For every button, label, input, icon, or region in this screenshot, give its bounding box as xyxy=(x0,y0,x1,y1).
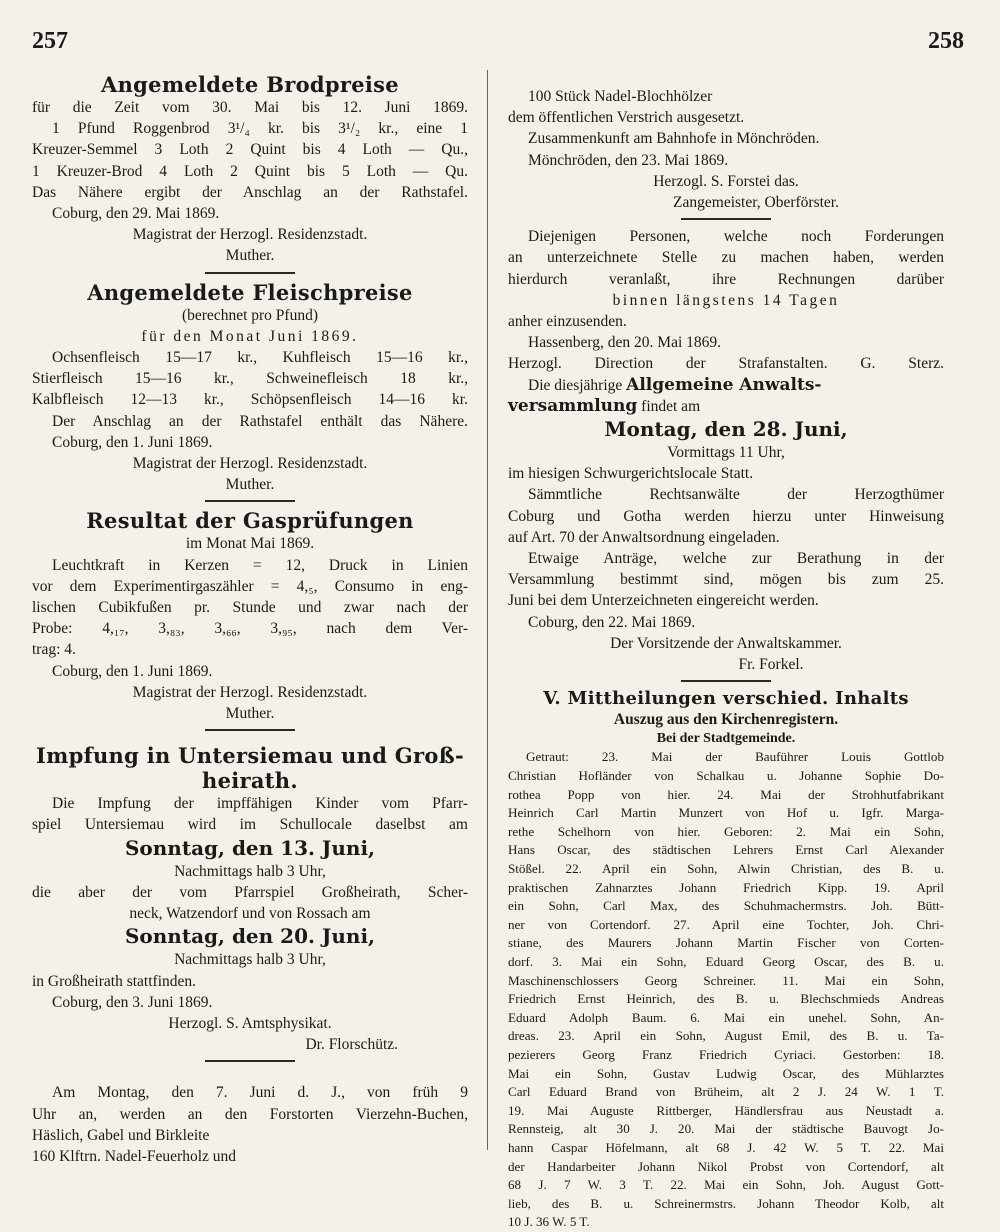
notice-holzverkauf xyxy=(32,1082,468,1167)
text-line: lischen Cubikfußen pr. Stunde und zwar nach der xyxy=(32,599,468,617)
register-line: pezierers Georg Franz Friedrich Cyriaci. Gestorben: 18. xyxy=(508,1046,944,1062)
register-line: Friedrich Ernst Heinrich, des B. u. Blechschmieds Andreas xyxy=(508,991,944,1007)
notice-title: Impfung in Untersiemau und Groß- xyxy=(36,743,464,769)
text-line: die aber der vom Pfarrspiel Großheirath, Scher- xyxy=(32,883,468,901)
separator-rule xyxy=(205,729,295,731)
notice-holzverkauf-cont xyxy=(508,86,944,213)
signature-name: Fr. Forkel. xyxy=(738,656,804,674)
signature-name: Dr. Florschütz. xyxy=(305,1036,398,1054)
register-line: Mai ein Sohn, Gustav Ludwig Oscar, des Mühlarztes xyxy=(508,1065,944,1081)
notice-title: Resultat der Gasprüfungen xyxy=(86,508,414,534)
notice-title-cont: heirath. xyxy=(202,768,298,794)
register-line: ner von Cortendorf. 27. April eine Tochter, Joh. Chri- xyxy=(508,916,944,932)
page-number-right: 258 xyxy=(928,28,964,54)
text-line: auf Art. 70 der Anwaltsordnung eingeladen. xyxy=(508,528,780,546)
signature-name: Muther. xyxy=(225,705,275,723)
notice-impfung xyxy=(32,743,468,1055)
text-line: an unterzeichnete Stelle zu machen haben, werden xyxy=(508,249,944,267)
register-line: hann Caspar Höfelmann, alt 68 J. 42 W. 5 T. 22. Mai xyxy=(508,1139,944,1155)
separator-rule xyxy=(205,1060,295,1062)
text-line: für den Monat Juni 1869. xyxy=(141,327,359,345)
text-line: Sämmtliche Rechtsanwälte der Herzogthümer xyxy=(528,486,944,504)
register-line: 68 J. 7 W. 3 T. 22. Mai ein Sohn, Joh. August Gott- xyxy=(508,1177,944,1193)
text-line: 1 Kreuzer-Brod 4 Loth 2 Quint bis 5 Loth — Qu. xyxy=(32,162,468,180)
signature-line: Der Vorsitzende der Anwaltskammer. xyxy=(610,634,842,652)
text-fragment: findet am xyxy=(637,397,701,415)
register-line: Carl Eduard Brand von Brüheim, alt 2 J. 24 W. 1 T. xyxy=(508,1084,944,1100)
text-line xyxy=(508,375,944,396)
register-line: ein Sohn, Carl Max, des Schuhmachermstrs. Joh. Bütt- xyxy=(508,898,944,914)
text-line: in Großheirath stattfinden. xyxy=(32,972,196,990)
register-line: Heinrich Carl Martin Munzert von Hof u. Igfr. Marga- xyxy=(508,805,944,821)
text-line: Kreuzer-Semmel 3 Loth 2 Quint bis 4 Loth — Qu., xyxy=(32,141,468,159)
event-date: Sonntag, den 13. Juni, xyxy=(124,835,376,860)
separator-rule xyxy=(205,500,295,502)
signature-name: Muther. xyxy=(225,247,275,265)
text-line: Leuchtkraft in Kerzen = 12, Druck in Linien xyxy=(52,556,468,574)
date-line: Hassenberg, den 20. Mai 1869. xyxy=(528,334,722,352)
signature-name: Muther. xyxy=(225,476,275,494)
notice-brotpreise xyxy=(32,72,468,267)
text-line: 160 Klftrn. Nadel-Feuerholz und xyxy=(32,1147,237,1165)
text-line: binnen längstens 14 Tagen xyxy=(612,291,840,309)
separator-rule xyxy=(205,272,295,274)
signature-line: Magistrat der Herzogl. Residenzstadt. xyxy=(132,455,368,473)
notice-strafanstalten xyxy=(508,226,944,374)
register-line: Getraut: 23. Mai der Bauführer Louis Gottlob xyxy=(526,749,944,765)
notice-fleischpreise xyxy=(32,280,468,496)
notice-anwaltsversammlung xyxy=(508,375,944,676)
text-line: 100 Stück Nadel-Blochhölzer xyxy=(528,88,713,105)
separator-rule xyxy=(681,218,771,220)
emphasis-text: versammlung xyxy=(508,395,638,416)
text-line: Kalbfleisch 12—13 kr., Schöpsenfleisch 14—16 kr. xyxy=(32,391,468,409)
text-line: Etwaige Anträge, welche zur Berathung in der xyxy=(528,550,944,568)
text-line: Häslich, Gabel und Birkleite xyxy=(32,1126,210,1144)
section-mittheilungen xyxy=(508,688,944,1232)
register-line: stiane, des Maurers Johann Martin Fischer von Corten- xyxy=(508,935,944,951)
text-line: spiel Untersiemau wird im Schullocale daselbst am xyxy=(32,816,468,834)
notice-title: Angemeldete Fleischpreise xyxy=(87,279,413,305)
text-line: Nachmittags halb 3 Uhr, xyxy=(174,862,326,880)
section-title: V. Mittheilungen verschied. Inhalts xyxy=(543,688,909,710)
register-line: lieb, des B. u. Schreinermstrs. Johann Theodor Kolb, alt xyxy=(508,1195,944,1211)
register-line: Rennsteig, alt 30 J. 20. Mai der städtische Bauvogt Jo- xyxy=(508,1121,944,1137)
signature-line: Magistrat der Herzogl. Residenzstadt. xyxy=(132,226,368,244)
register-line: Maschinenschlossers Georg Schreiner. 11. Mai ein Sohn, xyxy=(508,972,944,988)
text-line: im Monat Mai 1869. xyxy=(185,535,315,553)
text-line: Vormittags 11 Uhr, xyxy=(667,444,785,462)
register-line: 10 J. 36 W. 5 T. xyxy=(508,1214,590,1230)
register-line: dreas. 23. April ein Sohn, August Emil, des B. u. Ta- xyxy=(508,1028,944,1044)
church-register xyxy=(508,748,944,1231)
text-line: 1 Pfund Roggenbrod 3¹/₄ kr. bis 3¹/₂ kr., eine 1 xyxy=(52,120,468,138)
text-line: für die Zeit vom 30. Mai bis 12. Juni 1869. xyxy=(32,99,468,116)
text-line: im hiesigen Schwurgerichtslocale Statt. xyxy=(508,465,754,483)
register-line: Stößel. 22. April ein Sohn, Alwin Christian, des B. u. xyxy=(508,861,944,877)
register-line: Hans Oscar, des städtischen Lehrers Ernst Carl Alexander xyxy=(508,842,944,858)
register-line: praktischen Zahnarztes Johann Friedrich Kipp. 19. April xyxy=(508,879,944,895)
date-line: Coburg, den 22. Mai 1869. xyxy=(528,613,696,631)
left-column xyxy=(32,72,468,1167)
text-fragment: Die diesjährige xyxy=(528,376,627,394)
text-line: Probe: 4,₁₇, 3,₈₃, 3,₆₆, 3,₉₅, nach dem Ver- xyxy=(32,620,468,638)
text-line: Der Anschlag an der Rathstafel enthält das Nähere. xyxy=(52,412,468,430)
page-number-left: 257 xyxy=(32,28,68,54)
notice-subtitle: (berechnet pro Pfund) xyxy=(181,306,318,324)
text-line: Stierfleisch 15—16 kr., Schweinefleisch 18 kr., xyxy=(32,370,468,388)
text-line: vor dem Experimentirgaszähler = 4,₅, Consumo in eng- xyxy=(32,577,468,595)
text-line: anher einzusenden. xyxy=(508,313,627,331)
text-line: trag: 4. xyxy=(32,641,76,659)
signature-name: Zangemeister, Oberförster. xyxy=(673,194,839,212)
register-line: rothea Popp von hier. 24. Mai der Strohhutfabrikant xyxy=(508,786,944,802)
notice-gaspruefung xyxy=(32,508,468,724)
register-line: 19. Mai Auguste Rittberger, Händlersfrau aus Neustadt a. xyxy=(508,1102,944,1118)
date-line: Coburg, den 1. Juni 1869. xyxy=(52,662,213,680)
text-line: Nachmittags halb 3 Uhr, xyxy=(174,951,326,969)
date-line: Coburg, den 29. Mai 1869. xyxy=(52,205,220,223)
event-date: Sonntag, den 20. Juni, xyxy=(124,924,376,949)
register-line: der Handarbeiter Johann Nikol Probst von Cortendorf, alt xyxy=(508,1158,944,1174)
text-line: Ochsenfleisch 15—17 kr., Kuhfleisch 15—16 kr., xyxy=(52,349,468,367)
text-line: Diejenigen Personen, welche noch Forderungen xyxy=(528,228,944,246)
section-subheading: Bei der Stadtgemeinde. xyxy=(656,731,796,747)
register-line: dorf. 3. Mai ein Sohn, Eduard Georg Oscar, des B. u. xyxy=(508,954,944,970)
section-subtitle: Auszug aus den Kirchenregistern. xyxy=(613,711,839,729)
signature-line: Herzogl. Direction der Strafanstalten. G. Sterz. xyxy=(508,355,944,373)
column-divider xyxy=(487,70,488,1150)
text-line: hierdurch veranlaßt, ihre Rechnungen darüber xyxy=(508,270,944,288)
text-line: Coburg und Gotha werden hierzu unter Hinweisung xyxy=(508,507,944,525)
register-line: Christian Hofländer von Schalkau u. Johanne Sophie Do- xyxy=(508,768,944,784)
text-line: Zusammenkunft am Bahnhofe in Mönchröden. xyxy=(528,130,820,148)
signature-line: Magistrat der Herzogl. Residenzstadt. xyxy=(132,683,368,701)
text-line: Versammlung bestimmt sind, mögen bis zum 25. xyxy=(508,571,944,589)
signature-line: Herzogl. S. Amtsphysikat. xyxy=(168,1014,332,1032)
event-date: Montag, den 28. Juni, xyxy=(604,417,848,442)
text-line: Die Impfung der impffähigen Kinder vom Pfarr- xyxy=(52,795,468,813)
text-line: neck, Watzendorf und von Rossach am xyxy=(129,905,371,923)
right-column xyxy=(508,86,944,1232)
date-line: Mönchröden, den 23. Mai 1869. xyxy=(528,151,729,169)
register-line: rethe Schelhorn von hier. Geboren: 2. Mai ein Sohn, xyxy=(508,823,944,839)
separator-rule xyxy=(681,680,771,682)
date-line: Coburg, den 3. Juni 1869. xyxy=(52,993,213,1011)
date-line: Coburg, den 1. Juni 1869. xyxy=(52,433,213,451)
text-line: Das Nähere ergibt der Anschlag an der Rathstafel. xyxy=(32,183,468,201)
emphasis-text: Allgemeine Anwalts- xyxy=(626,374,822,395)
text-line: Am Montag, den 7. Juni d. J., von früh 9 xyxy=(52,1084,468,1102)
notice-title: Angemeldete Brodpreise xyxy=(101,72,399,97)
text-line: Uhr an, werden an den Forstorten Vierzehn-Buchen, xyxy=(32,1105,468,1123)
text-line xyxy=(508,396,944,417)
register-line: Eduard Adolph Baum. 6. Mai ein unehel. Sohn, An- xyxy=(508,1009,944,1025)
signature-line: Herzogl. S. Forstei das. xyxy=(653,172,799,190)
text-line: Juni bei dem Unterzeichneten eingereicht werden. xyxy=(508,592,819,610)
text-line: dem öffentlichen Verstrich ausgesetzt. xyxy=(508,109,745,127)
